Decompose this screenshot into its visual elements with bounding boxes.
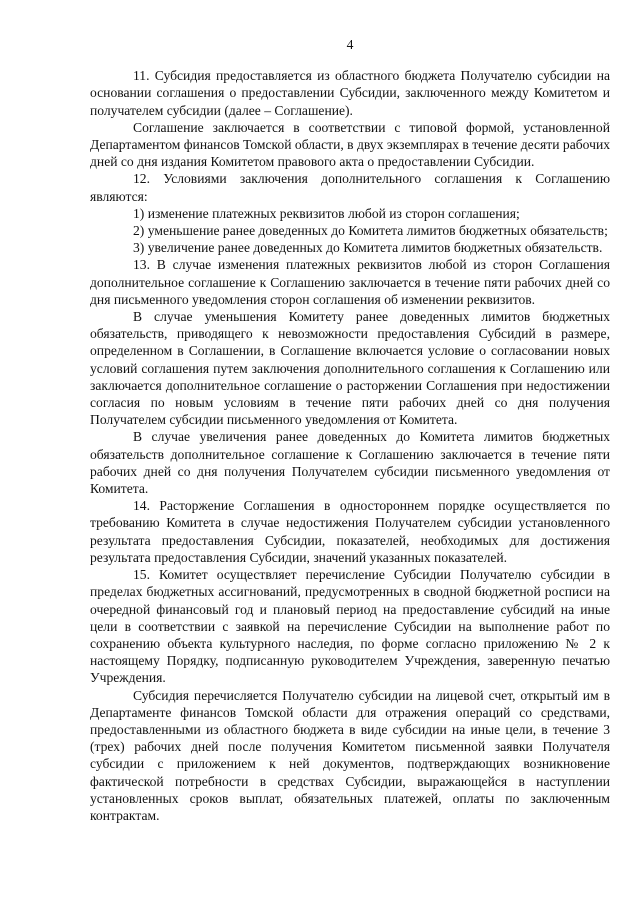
- list-item-1: 1) изменение платежных реквизитов любой из сторон соглашения;: [133, 205, 520, 221]
- paragraph-agreement-form: Соглашение заключается в соответствии с типовой формой, установленной Департаментом финансов Томской области, в двух экземплярах в течение десяти рабочих дней со дня издания Комитетом правового акта о предоставлении Субсидии.: [90, 119, 611, 170]
- paragraph-12: 12. Условиями заключения дополнительного соглашения к Соглашению являются:: [90, 171, 610, 204]
- paragraph-subsidy-transfer: Субсидия перечисляется Получателю субсидии на лицевой счет, открытый им в Департаменте финансов Томской области для отражения операций со средствами, предоставленными из областного бюджета в виде субсидии на иные цели, в течение 3 (трех) рабочих дней после получения Комитетом письменной заявки Получателя субсидии с приложением к ней документов, подтверждающих возникновение фактической потребности в средствах Субсидии, выражающейся в наступлении установленных сроков выплат, обязательных платежей, оплаты по заключенным контрактам.: [90, 687, 610, 823]
- paragraph-15: 15. Комитет осуществляет перечисление Субсидии Получателю субсидии в пределах бюджетных ассигнований, предусмотренных в сводной бюджетной росписи на очередной финансовый год и плановый период на предоставление субсидий на иные цели в соответствии с заявкой на перечисление Субсидии на выполнение работ по сохранению объекта культурного наследия, по форме согласно приложению № 2 к настоящему Порядку, подписанную руководителем Учреждения, заверенную печатью Учреждения.: [90, 567, 610, 686]
- paragraph-11: 11. Субсидия предоставляется из областного бюджета Получателю субсидии на основании соглашения о предоставлении Субсидии, заключенного между Комитетом и получателем субсидии (далее – Соглашение).: [90, 68, 610, 118]
- list-item-2: 2) уменьшение ранее доведенных до Комитета лимитов бюджетных обязательств;: [133, 223, 608, 239]
- paragraph-14: 14. Расторжение Соглашения в одностороннем порядке осуществляется по требованию Комитета в случае недостижения Получателем субсидии установленного результата предоставления Субсидии, показателей, необходимых для достижения результата предоставления Субсидии, значений указанных показателей.: [90, 498, 610, 565]
- paragraph-13: 13. В случае изменения платежных реквизитов любой из сторон Соглашения дополнительное соглашение к Соглашению заключается в течение пяти рабочих дней со дня письменного уведомления сторон соглашения об изменении реквизитов.: [90, 257, 610, 307]
- paragraph-limits-increase: В случае увеличения ранее доведенных до Комитета лимитов бюджетных обязательств дополнительное соглашение к Соглашению заключается в течение пяти рабочих дней со дня получения Получателем субсидии письменного уведомления от Комитета.: [90, 429, 610, 497]
- paragraph-limits-decrease: В случае уменьшения Комитету ранее доведенных лимитов бюджетных обязательств, приводящего к невозможности предоставления Субсидий в размере, определенном в Соглашении, в Соглашение включается условие о согласовании новых условий соглашения путем заключения дополнительного соглашения к Соглашению или заключается дополнительное соглашение о расторжении Соглашения при недостижении согласия по новым условиям в течение пяти рабочих дней со дня получения Получателем субсидии письменного уведомления от Комитета.: [90, 309, 610, 428]
- page-number: 4: [346, 37, 354, 52]
- list-item-3: 3) увеличение ранее доведенных до Комитета лимитов бюджетных обязательств.: [133, 240, 603, 256]
